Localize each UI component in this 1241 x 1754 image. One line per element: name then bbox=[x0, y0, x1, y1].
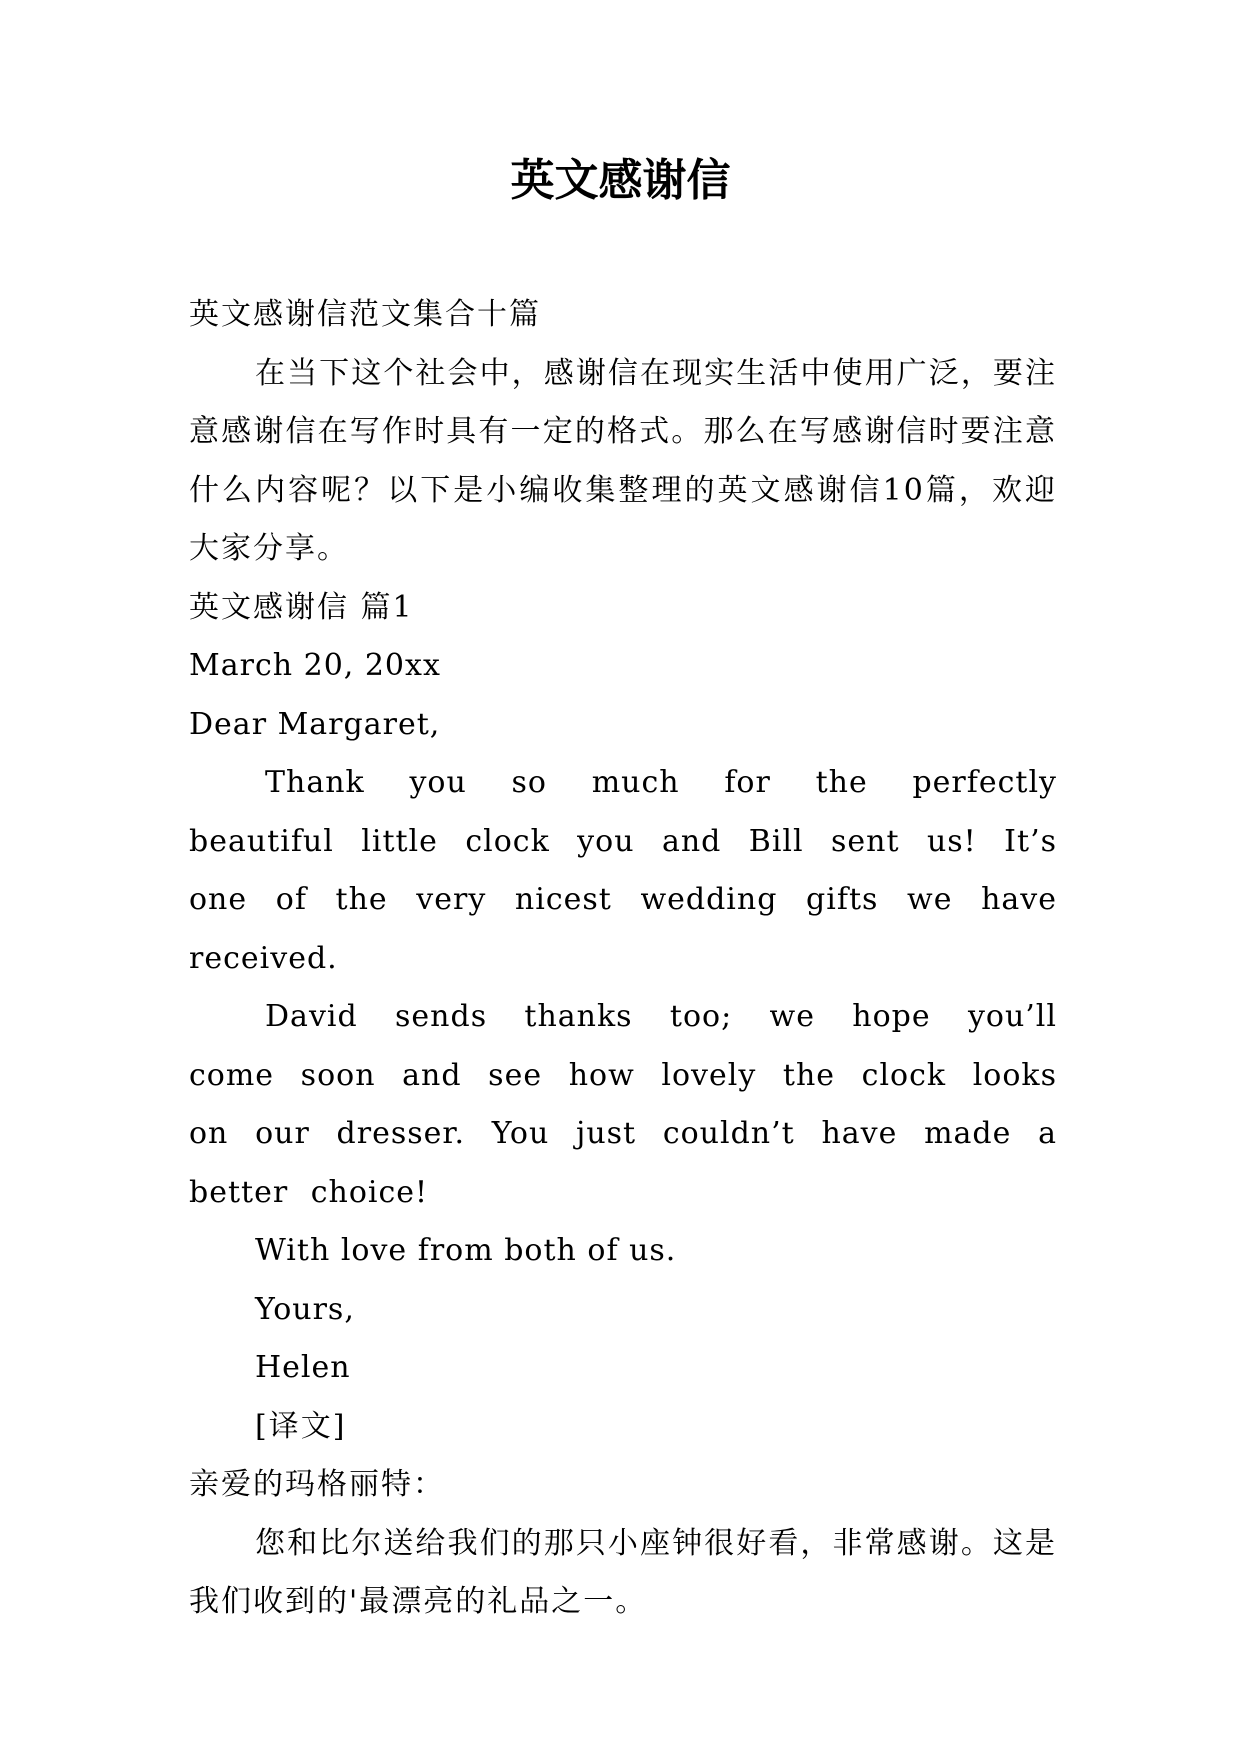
translation-label: [译文] bbox=[255, 1408, 347, 1444]
letter-body-paragraph-2: David sends thanks too; we hope you’ll come soon and see how lovely the clock looks on our dresser. You just couldn’t have made a better choice! bbox=[189, 999, 1057, 1210]
section-label: 英文感谢信 篇1 bbox=[189, 589, 414, 625]
intro-paragraph: 在当下这个社会中，感谢信在现实生活中使用广泛，要注意感谢信在写作时具有一定的格式。那么在写感谢信时要注意什么内容呢？以下是小编收集整理的英文感谢信10篇，欢迎大家分享。 bbox=[189, 355, 1057, 566]
letter-date: March 20, 20xx bbox=[189, 648, 441, 683]
letter-complimentary-close: Yours, bbox=[255, 1291, 355, 1327]
collection-heading: 英文感谢信范文集合十篇 bbox=[189, 297, 541, 332]
translation-paragraph-1: 您和比尔送给我们的那只小座钟很好看，非常感谢。这是我们收到的'最漂亮的礼品之一。 bbox=[189, 1525, 1057, 1619]
letter-salutation: Dear Margaret, bbox=[189, 706, 441, 742]
letter-closing-line: With love from both of us. bbox=[255, 1233, 677, 1268]
document-title: 英文感谢信 bbox=[510, 155, 731, 206]
letter-signature: Helen bbox=[255, 1350, 351, 1385]
letter-body-paragraph-1: Thank you so much for the perfectly beautiful little clock you and Bill sent us! It’s one of the very nicest wedding gifts we have received. bbox=[189, 765, 1057, 976]
document-body bbox=[189, 286, 1057, 1632]
translation-salutation: 亲爱的玛格丽特： bbox=[189, 1467, 445, 1502]
